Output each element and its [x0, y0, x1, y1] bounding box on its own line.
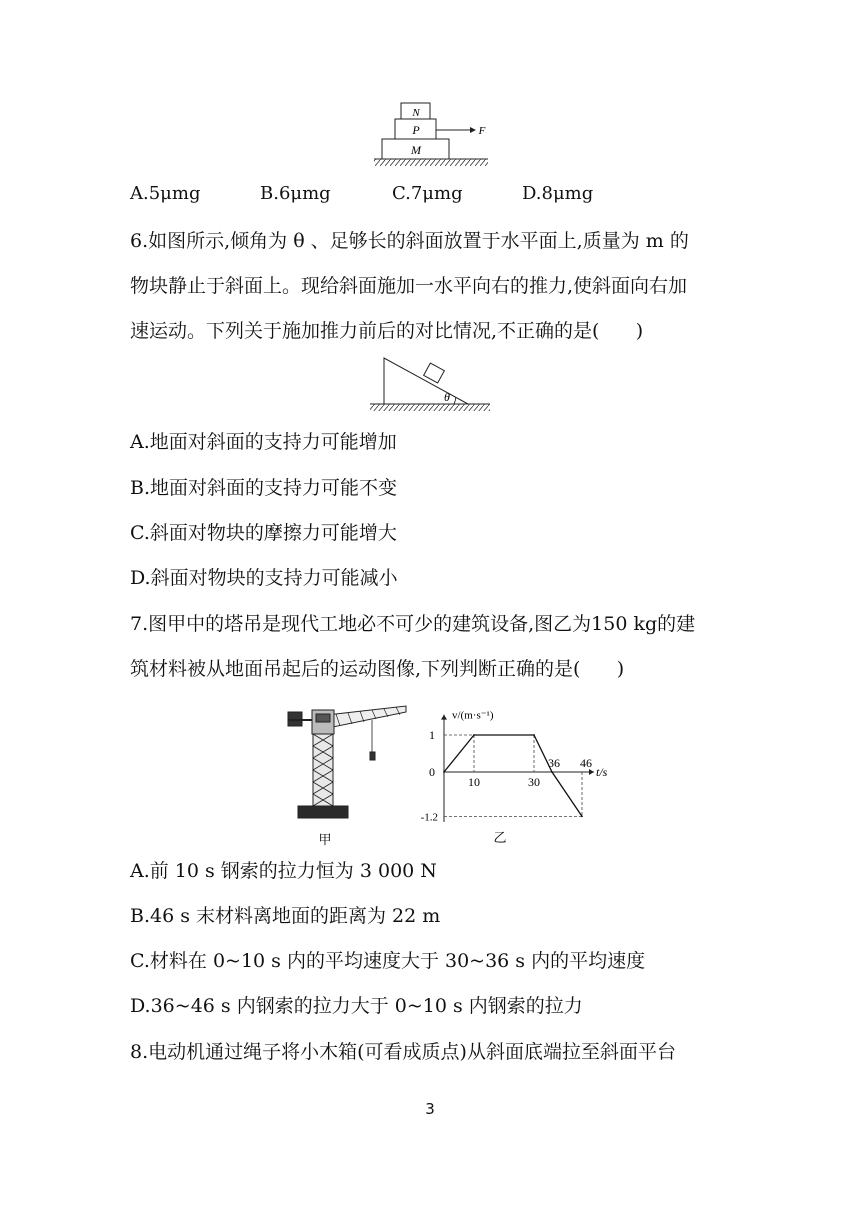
q6-option-a[interactable]: A.地面对斜面的支持力可能增加: [130, 431, 397, 453]
blocks-figure: [370, 100, 500, 172]
vt-point-10: [473, 734, 475, 736]
angle-label: θ: [444, 390, 450, 404]
vt-series-line: [444, 735, 582, 816]
x-tick-46: 46: [580, 756, 592, 770]
q6-line-3: 速运动。下列关于施加推力前后的对比情况,不正确的是( ): [130, 320, 644, 342]
q5-options: [130, 183, 730, 209]
label-n: N: [412, 107, 420, 119]
incline-block: [424, 363, 445, 383]
incline-figure: [368, 352, 492, 414]
y-axis-label: v/(m·s⁻¹): [452, 709, 494, 722]
page-number: 3: [425, 1100, 435, 1118]
q7-line-2: 筑材料被从地面吊起后的运动图像,下列判断正确的是( ): [130, 658, 625, 680]
ground-hatch: [374, 159, 488, 166]
q7-line-1: 7.图甲中的塔吊是现代工地必不可少的建筑设备,图乙为150 kg的建: [130, 613, 696, 635]
q7-option-a[interactable]: A.前 10 s 钢索的拉力恒为 3 000 N: [130, 860, 437, 882]
x-tick-30: 30: [528, 775, 540, 789]
q6-line-1: 6.如图所示,倾角为 θ 、足够长的斜面放置于水平面上,质量为 m 的: [130, 230, 689, 252]
label-f: F: [478, 125, 486, 137]
q5-option-b[interactable]: B.6μmg: [260, 183, 331, 204]
y-tick-neg: -1.2: [420, 811, 438, 824]
label-p: P: [412, 123, 420, 137]
y-tick-0: 0: [429, 765, 435, 779]
crane-base: [298, 806, 348, 818]
vt-point-0: [443, 771, 445, 773]
label-m: M: [411, 143, 421, 157]
y-tick-1: 1: [429, 728, 435, 742]
q6-line-2: 物块静止于斜面上。现给斜面施加一水平向右的推力,使斜面向右加: [130, 275, 688, 297]
tower-crane-figure: [278, 698, 426, 850]
vt-graph: [420, 700, 620, 850]
x-tick-10: 10: [468, 775, 480, 789]
y-axis-arrow: [441, 715, 447, 720]
q5-option-a[interactable]: A.5μmg: [130, 183, 201, 204]
q8-line-1: 8.电动机通过绳子将小木箱(可看成质点)从斜面底端拉至斜面平台: [130, 1041, 676, 1063]
q7-option-c[interactable]: C.材料在 0~10 s 内的平均速度大于 30~36 s 内的平均速度: [130, 950, 646, 972]
q6-option-c[interactable]: C.斜面对物块的摩擦力可能增大: [130, 522, 397, 544]
q7-option-b[interactable]: B.46 s 末材料离地面的距离为 22 m: [130, 905, 441, 927]
x-tick-36: 36: [548, 756, 560, 770]
caption-yi: 乙: [493, 830, 507, 845]
hook-block: [370, 752, 375, 760]
vt-point-30: [533, 734, 535, 736]
crane-drawing: [288, 706, 406, 818]
x-axis-label: t/s: [596, 765, 608, 779]
q5-option-d[interactable]: D.8μmg: [522, 183, 594, 204]
vt-point-36: [551, 771, 553, 773]
q6-option-d[interactable]: D.斜面对物块的支持力可能减小: [130, 567, 398, 589]
crane-mast: [313, 734, 333, 806]
caption-jia: 甲: [318, 832, 332, 847]
incline-wedge: [384, 358, 468, 404]
q7-option-d[interactable]: D.36~46 s 内钢索的拉力大于 0~10 s 内钢索的拉力: [130, 995, 583, 1017]
incline-ground-hatch: [370, 404, 490, 411]
q6-option-b[interactable]: B.地面对斜面的支持力可能不变: [130, 477, 398, 499]
vt-point-46: [581, 816, 583, 818]
force-arrowhead: [470, 127, 476, 133]
cab-window: [316, 714, 330, 722]
q5-option-c[interactable]: C.7μmg: [392, 183, 463, 204]
